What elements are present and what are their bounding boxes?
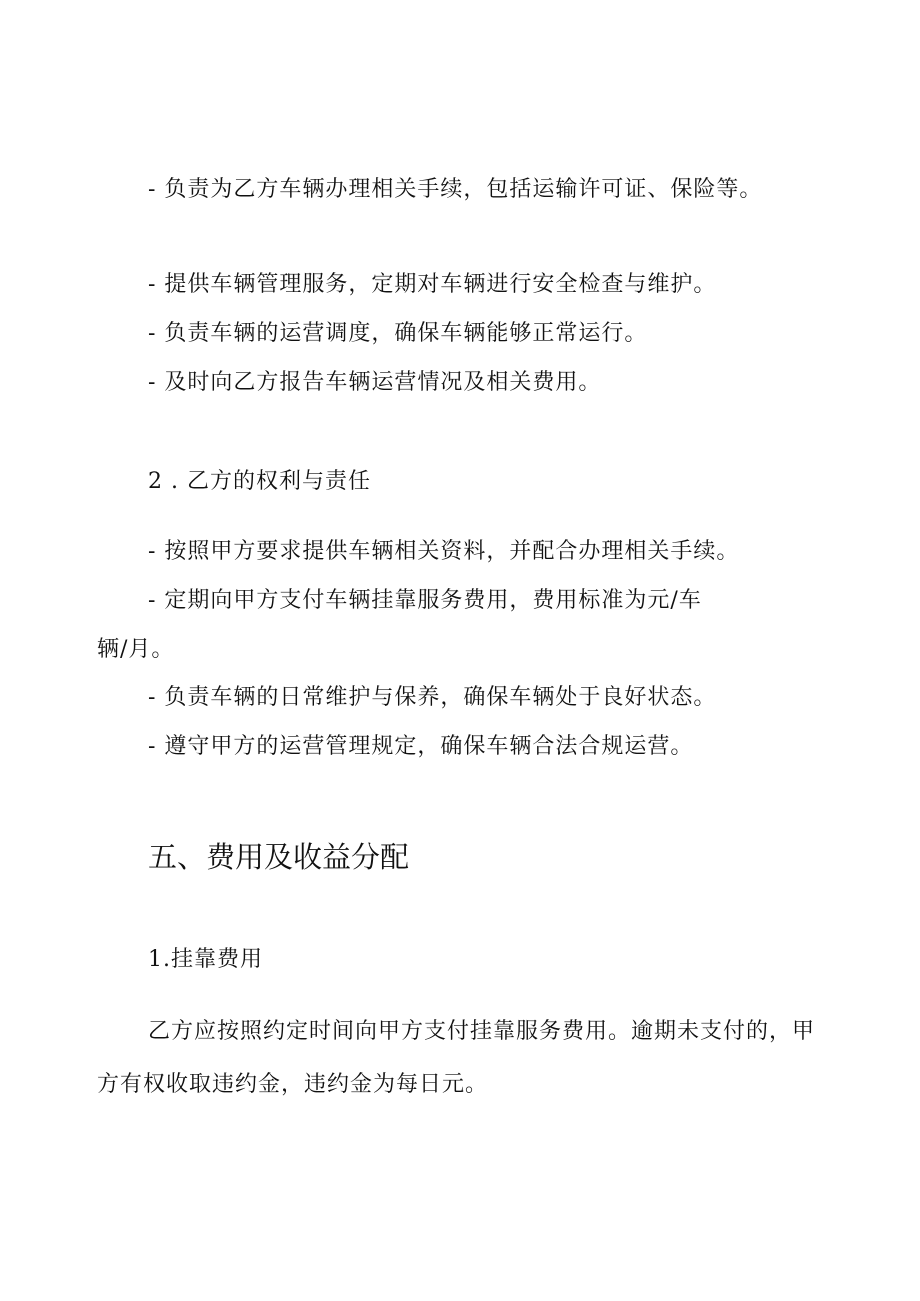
party-a-duty-1: - 负责为乙方车辆办理相关手续，包括运输许可证、保险等。 xyxy=(148,177,763,202)
fee-paragraph: 乙方应按照约定时间向甲方支付挂靠服务费用。逾期未支付的，甲方有权收取违约金，违约金为每日元。 xyxy=(97,1019,816,1097)
party-a-duty-3: - 负责车辆的运营调度，确保车辆能够正常运行。 xyxy=(148,321,648,346)
party-a-duty-2: - 提供车辆管理服务，定期对车辆进行安全检查与维护。 xyxy=(148,272,717,297)
party-a-duty-4: - 及时向乙方报告车辆运营情况及相关费用。 xyxy=(148,370,602,395)
party-b-item-2-continued: 辆/月。 xyxy=(97,637,175,662)
party-b-heading: 2 . 乙方的权利与责任 xyxy=(148,469,371,494)
party-b-item-3: - 负责车辆的日常维护与保养，确保车辆处于良好状态。 xyxy=(148,685,717,710)
party-b-item-1: - 按照甲方要求提供车辆相关资料，并配合办理相关手续。 xyxy=(148,539,740,564)
party-b-item-2: - 定期向甲方支付车辆挂靠服务费用，费用标准为元/车 xyxy=(148,588,702,613)
party-b-item-4: - 遵守甲方的运营管理规定，确保车辆合法合规运营。 xyxy=(148,734,694,759)
fee-subheading: 1.挂靠费用 xyxy=(148,947,263,972)
section-five-title: 五、费用及收益分配 xyxy=(148,840,410,874)
